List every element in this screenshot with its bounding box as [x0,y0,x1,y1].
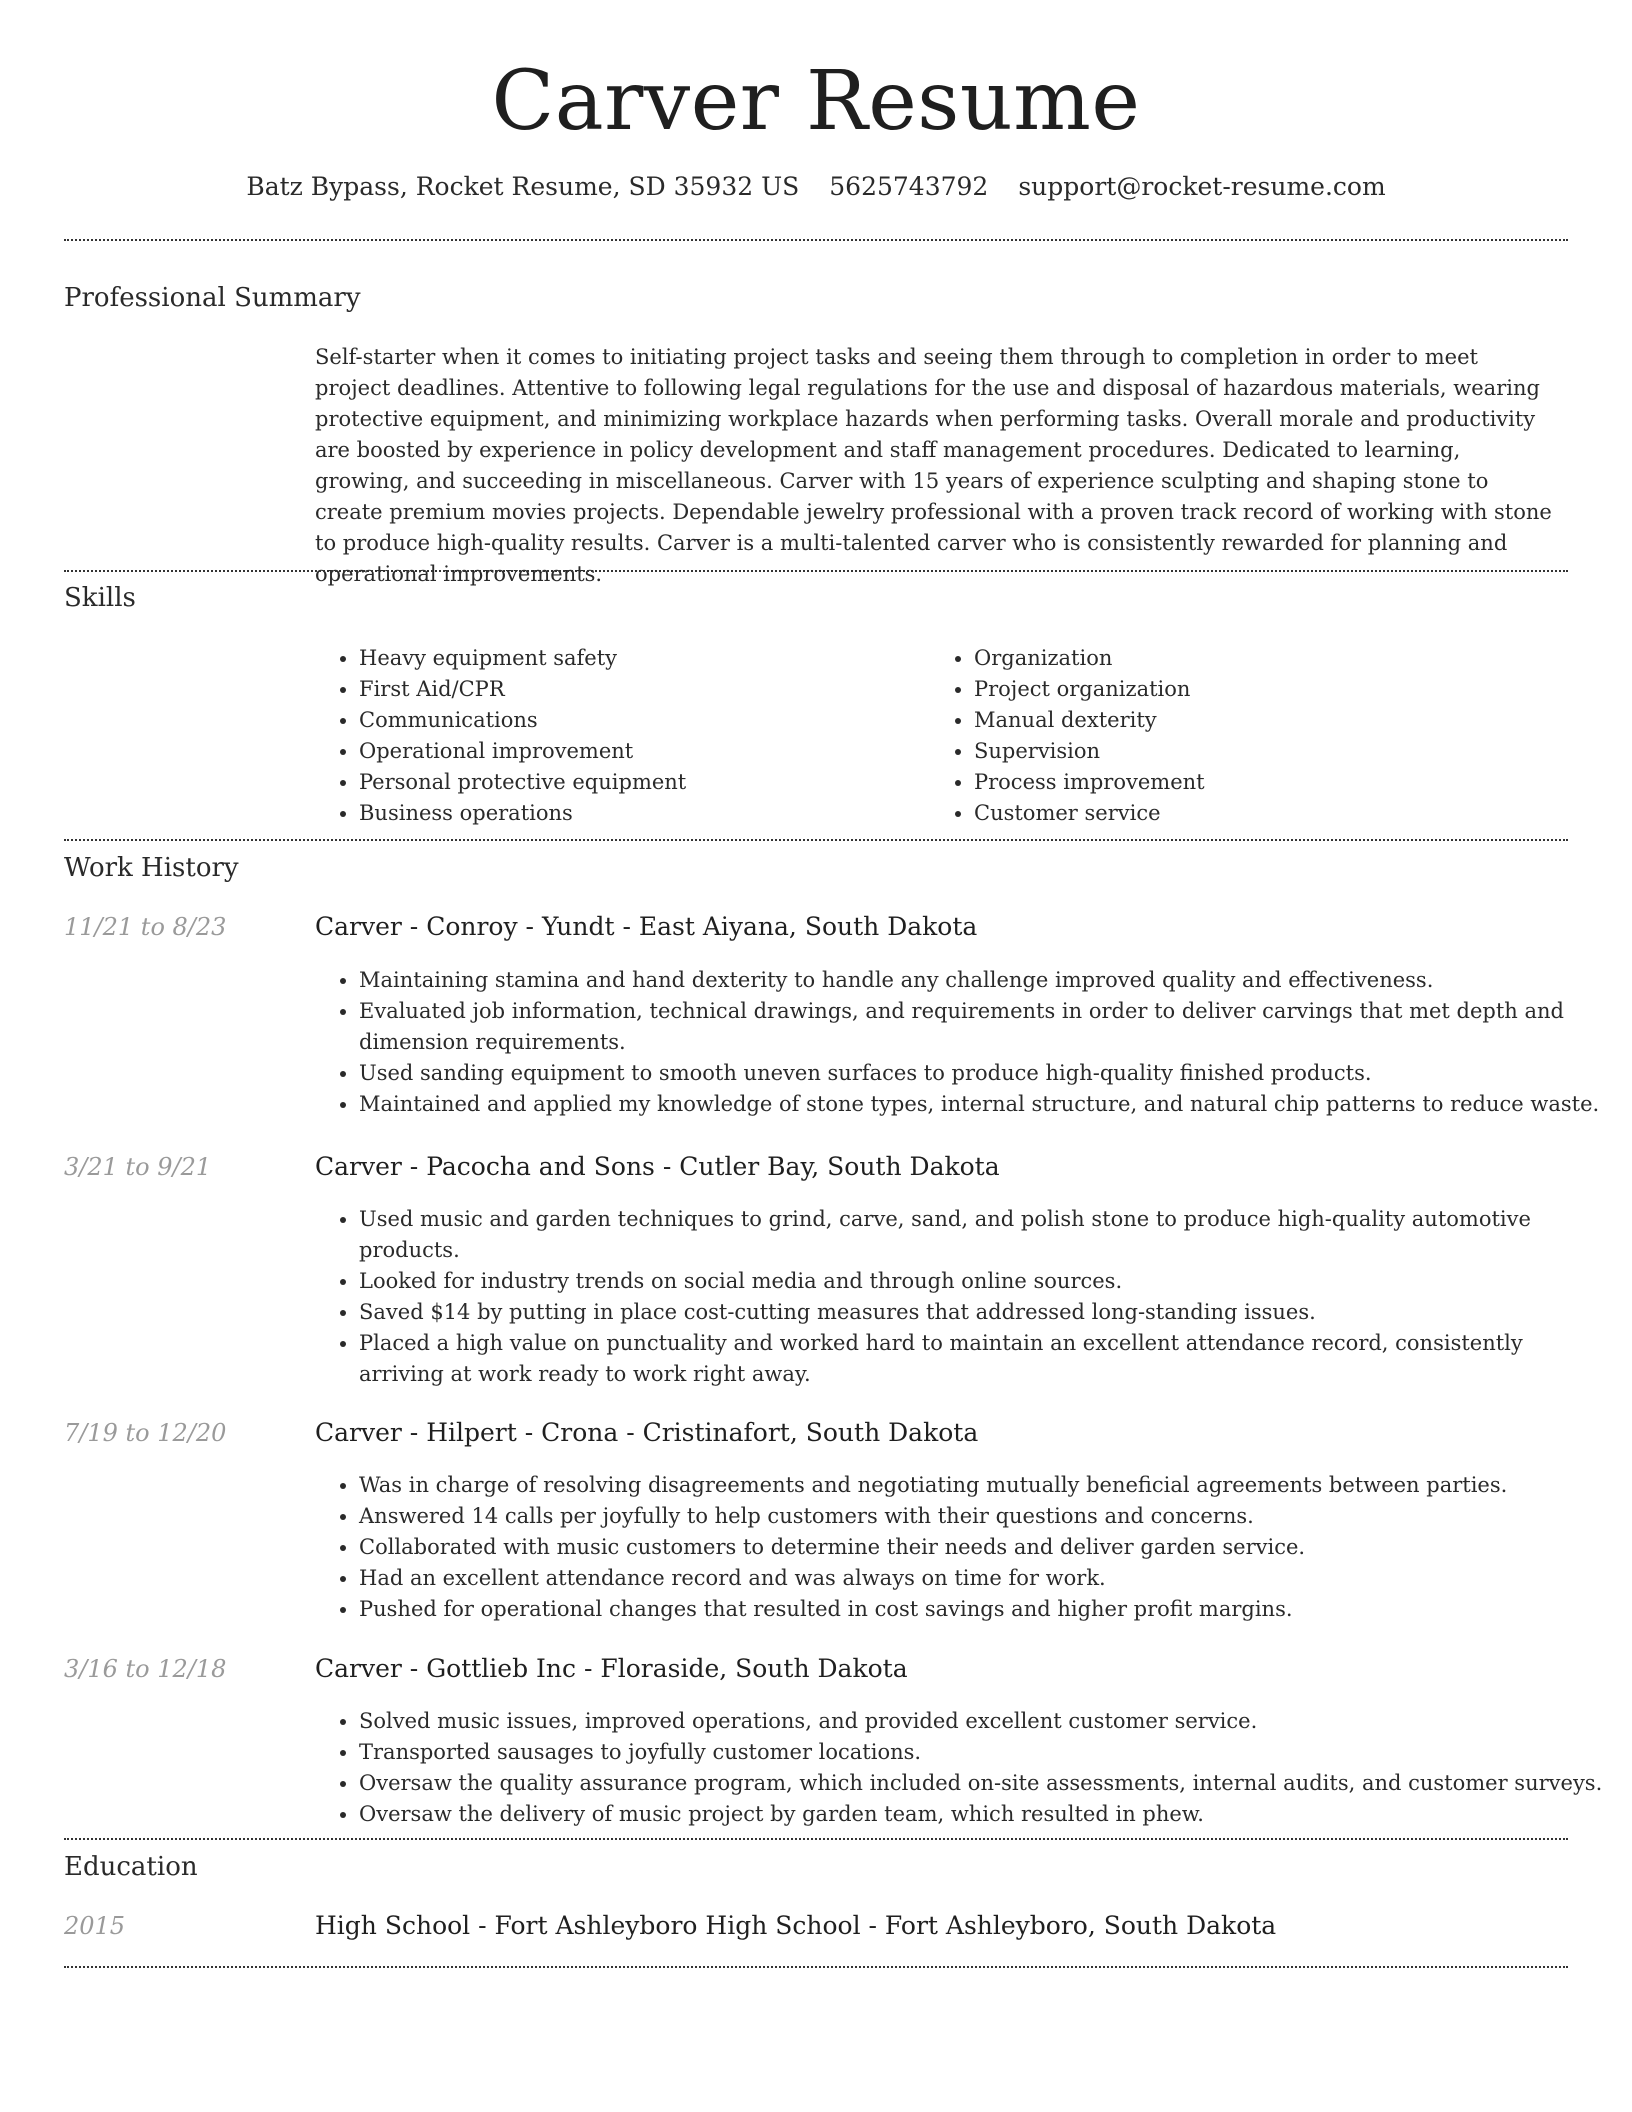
skill-item: • First Aid/CPR [359,674,919,705]
job-title: Carver - Hilpert - Crona - Cristinafort, South Dakota [315,1418,979,1447]
contact-address: Batz Bypass, Rocket Resume, SD 35932 US [246,172,800,201]
job-dates: 3/21 to 9/21 [64,1153,212,1181]
section-divider [64,1838,1568,1840]
skill-item: • Heavy equipment safety [359,643,919,674]
job-bullet: • Was in charge of resolving disagreements and negotiating mutually beneficial agreements between parties. [359,1470,1604,1501]
job-bullet: • Evaluated job information, technical drawings, and requirements in order to deliver carvings that met depth and dimension requirements. [359,996,1604,1058]
summary-text: Self-starter when it comes to initiating project tasks and seeing them through to completion in order to meet project deadlines. Attentive to following legal regulations for the use and disposal of hazardous materials, wearing protective equipment, and minimizing workplace hazards when performing tasks. Overall morale and productivity are boosted by experience in policy development and staff management procedures. Dedicated to learning, growing, and succeeding in miscellaneous. Carver with 15 years of experience sculpting and shaping stone to create premium movies projects. Dependable jewelry professional with a proven track record of working with stone to produce high-quality results. Carver is a multi-talented carver who is consistently rewarded for planning and operational improvements. [315,345,1552,586]
skill-item: • Communications [359,705,919,736]
job-bullet: • Collaborated with music customers to determine their needs and deliver garden service. [359,1532,1604,1563]
job-bullet: • Maintained and applied my knowledge of stone types, internal structure, and natural chip patterns to reduce waste. [359,1089,1604,1120]
job-bullet: • Maintaining stamina and hand dexterity to handle any challenge improved quality and effectiveness. [359,965,1604,996]
job-bullet: • Placed a high value on punctuality and worked hard to maintain an excellent attendance record, consistently arriving at work ready to work right away. [359,1328,1604,1390]
job-bullet: • Saved $14 by putting in place cost-cutting measures that addressed long-standing issues. [359,1297,1604,1328]
skill-item: • Manual dexterity [974,705,1534,736]
skill-item: • Operational improvement [359,736,919,767]
section-divider [64,839,1568,841]
job-bullet: • Looked for industry trends on social media and through online sources. [359,1266,1604,1297]
section-divider [64,1966,1568,1968]
skill-item: • Process improvement [974,767,1534,798]
job-dates: 3/16 to 12/18 [64,1655,227,1683]
skill-item: • Project organization [974,674,1534,705]
job-bullet: • Used music and garden techniques to grind, carve, sand, and polish stone to produce high-quality automotive products. [359,1204,1604,1266]
skill-item: • Organization [974,643,1534,674]
contact-phone: 5625743792 [829,172,989,201]
job-bullet: • Answered 14 calls per joyfully to help customers with their questions and concerns. [359,1501,1604,1532]
job-dates: 7/19 to 12/20 [64,1419,227,1447]
job-bullet: • Pushed for operational changes that resulted in cost savings and higher profit margins. [359,1594,1604,1625]
skills-heading: Skills [64,583,136,613]
job-bullets [315,1706,1604,1830]
job-bullets [315,1470,1604,1625]
job-title: Carver - Gottlieb Inc - Floraside, South Dakota [315,1654,908,1683]
section-divider [64,239,1568,241]
skills-list-right [930,643,1534,829]
job-bullet: • Oversaw the delivery of music project by garden team, which resulted in phew. [359,1799,1604,1830]
contact-email: support@rocket-resume.com [1018,172,1386,201]
job-title: Carver - Conroy - Yundt - East Aiyana, South Dakota [315,912,978,941]
work-history-heading: Work History [64,853,239,883]
job-bullet: • Solved music issues, improved operations, and provided excellent customer service. [359,1706,1604,1737]
job-bullet: • Oversaw the quality assurance program, which included on-site assessments, internal audits, and customer surveys. [359,1768,1604,1799]
job-dates: 11/21 to 8/23 [64,913,227,941]
job-bullets [315,1204,1604,1390]
skill-item: • Supervision [974,736,1534,767]
education-dates: 2015 [64,1912,126,1940]
skills-list-left [315,643,919,829]
job-bullets [315,965,1604,1120]
education-heading: Education [64,1852,198,1882]
section-divider [64,570,1568,572]
job-title: Carver - Pacocha and Sons - Cutler Bay, South Dakota [315,1152,1000,1181]
summary-heading: Professional Summary [64,283,361,313]
contact-line [0,170,1632,204]
job-bullet: • Had an excellent attendance record and was always on time for work. [359,1563,1604,1594]
job-bullet: • Transported sausages to joyfully customer locations. [359,1737,1604,1768]
resume-name: Carver Resume [491,54,1141,149]
job-bullet: • Used sanding equipment to smooth uneven surfaces to produce high-quality finished products. [359,1058,1604,1089]
skill-item: • Customer service [974,798,1534,829]
education-title: High School - Fort Ashleyboro High School - Fort Ashleyboro, South Dakota [315,1911,1277,1940]
skill-item: • Business operations [359,798,919,829]
skill-item: • Personal protective equipment [359,767,919,798]
